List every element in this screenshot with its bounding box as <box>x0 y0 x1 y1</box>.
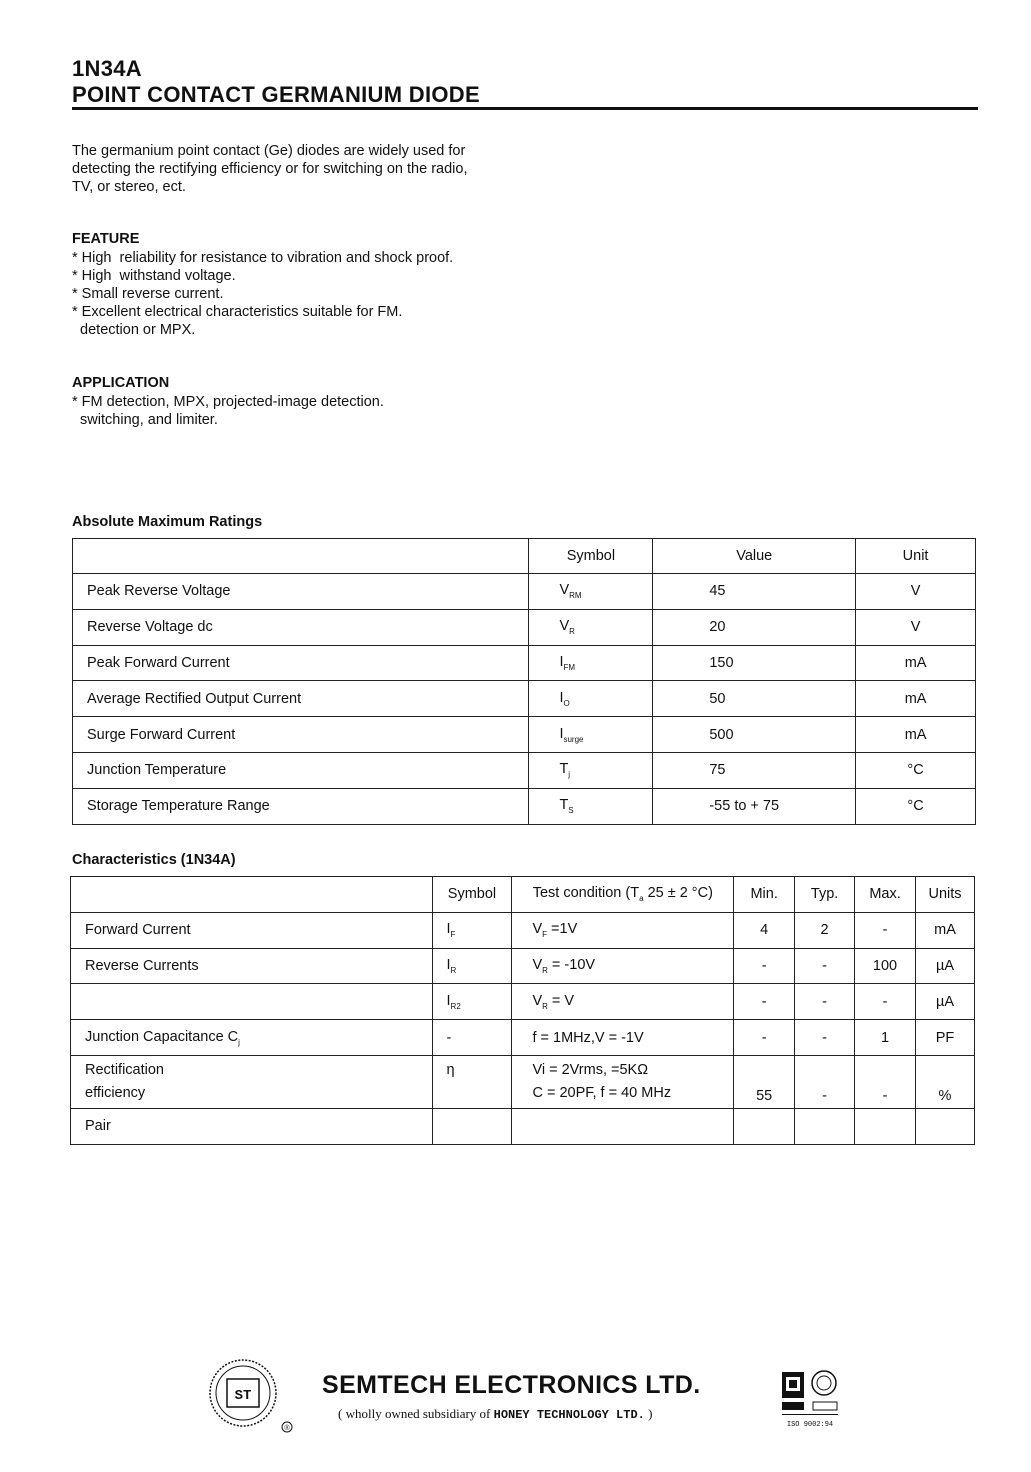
unit-cell: °C <box>856 788 976 824</box>
param-cell: Pair <box>71 1108 433 1144</box>
param-cell: Reverse Voltage dc <box>73 609 529 645</box>
value-cell: 75 <box>653 752 856 788</box>
certification-marks-icon <box>778 1368 848 1430</box>
table-row <box>71 948 975 984</box>
unit-cell: µA <box>916 948 975 984</box>
table-row <box>73 717 976 753</box>
typ-cell: - <box>795 1055 855 1108</box>
symbol-cell: $T_S$ <box>529 788 653 824</box>
svg-text:®: ® <box>284 1425 290 1432</box>
value-cell: 150 <box>653 645 856 681</box>
symbol-cell: $I_{R2}$ <box>432 984 512 1020</box>
condition-cell: f = 1MHz,V = -1V <box>512 1020 734 1056</box>
document-title: POINT CONTACT GERMANIUM DIODE <box>72 82 480 107</box>
param-cell: Storage Temperature Range <box>73 788 529 824</box>
header-cell: Test condition ($T_a$ 25 ± 2 °C) <box>512 877 734 913</box>
table-row <box>73 788 976 824</box>
unit-cell: V <box>856 609 976 645</box>
unit-cell: mA <box>856 645 976 681</box>
table-row <box>71 1020 975 1056</box>
application-item: switching, and limiter. <box>72 412 218 428</box>
param-cell: Peak Forward Current <box>73 645 529 681</box>
header-cell: Min. <box>734 877 795 913</box>
unit-cell: µA <box>916 984 975 1020</box>
table-row <box>73 609 976 645</box>
header-cell: Value <box>653 539 856 574</box>
param-cell: Average Rectified Output Current <box>73 681 529 717</box>
max-cell: - <box>855 912 916 948</box>
table-header-row <box>73 539 976 574</box>
table-row <box>71 912 975 948</box>
characteristics-table <box>70 876 975 1145</box>
value-cell: 20 <box>653 609 856 645</box>
intro-paragraph: The germanium point contact (Ge) diodes are widely used for detecting the rectifying efficiency or for switching on the radio, TV, or stereo, ect. <box>72 143 468 195</box>
table-row <box>71 1108 975 1144</box>
header-cell: Units <box>916 877 975 913</box>
feature-item: * Small reverse current. <box>72 286 224 302</box>
value-cell: -55 to + 75 <box>653 788 856 824</box>
unit-cell: mA <box>856 717 976 753</box>
unit-cell: V <box>856 574 976 610</box>
symbol-cell: $T_j$ <box>529 752 653 788</box>
feature-list <box>72 249 502 339</box>
condition-cell: Vi = 2Vrms, =5KΩ C = 20PF, f = 40 MHz <box>512 1055 734 1108</box>
symbol-cell: - <box>432 1020 512 1056</box>
param-cell: Surge Forward Current <box>73 717 529 753</box>
header-cell: Symbol <box>529 539 653 574</box>
application-list <box>72 393 502 429</box>
header-cell: Unit <box>856 539 976 574</box>
feature-heading: FEATURE <box>72 231 140 247</box>
max-cell: 1 <box>855 1020 916 1056</box>
typ-cell: 2 <box>795 912 855 948</box>
title-rule <box>72 107 978 110</box>
symbol-cell: $I_{FM}$ <box>529 645 653 681</box>
condition-cell: $V_R = V$ <box>512 984 734 1020</box>
feature-item: * Excellent electrical characteristics suitable for FM. <box>72 304 403 320</box>
unit-cell: % <box>916 1055 975 1108</box>
typ-cell: - <box>795 1020 855 1056</box>
symbol-cell: $I_R$ <box>432 948 512 984</box>
svg-text:ISO 9002:94: ISO 9002:94 <box>786 1421 834 1429</box>
characteristics-heading: Characteristics (1N34A) <box>72 852 236 868</box>
param-cell: Peak Reverse Voltage <box>73 574 529 610</box>
header-cell: Symbol <box>432 877 512 913</box>
max-cell: 100 <box>855 948 916 984</box>
min-cell: 55 <box>734 1055 795 1108</box>
min-cell: 4 <box>734 912 795 948</box>
min-cell: - <box>734 948 795 984</box>
param-cell: Forward Current <box>71 912 433 948</box>
table-row <box>73 645 976 681</box>
application-item: * FM detection, MPX, projected-image detection. <box>72 394 384 410</box>
unit-cell: PF <box>916 1020 975 1056</box>
typ-cell: - <box>795 984 855 1020</box>
table-row <box>71 1055 975 1108</box>
company-name: SEMTECH ELECTRONICS LTD. <box>322 1371 701 1399</box>
unit-cell: °C <box>856 752 976 788</box>
abs-max-table <box>72 538 976 825</box>
table-row <box>73 752 976 788</box>
symbol-cell: η <box>432 1055 512 1108</box>
value-cell: 500 <box>653 717 856 753</box>
svg-text:ST: ST <box>234 1388 252 1404</box>
typ-cell: - <box>795 948 855 984</box>
feature-item: * High withstand voltage. <box>72 268 236 284</box>
condition-cell: $V_F =1V$ <box>512 912 734 948</box>
param-cell <box>71 984 433 1020</box>
table-row <box>73 574 976 610</box>
condition-cell: $V_R = -10V$ <box>512 948 734 984</box>
table-row <box>73 681 976 717</box>
unit-cell: mA <box>856 681 976 717</box>
symbol-cell: $I_O$ <box>529 681 653 717</box>
symbol-cell: $V_{RM}$ <box>529 574 653 610</box>
max-cell: - <box>855 1055 916 1108</box>
param-cell: Rectification efficiency <box>71 1055 433 1108</box>
symbol-cell: $V_R$ <box>529 609 653 645</box>
header-cell: Max. <box>855 877 916 913</box>
application-heading: APPLICATION <box>72 375 170 391</box>
company-subtitle: ( wholly owned subsidiary of HONEY TECHNOLOGY LTD. ) <box>338 1406 653 1422</box>
min-cell: - <box>734 1020 795 1056</box>
symbol-cell: $I_{surge}$ <box>529 717 653 753</box>
unit-cell: mA <box>916 912 975 948</box>
value-cell: 45 <box>653 574 856 610</box>
max-cell: - <box>855 984 916 1020</box>
table-header-row <box>71 877 975 913</box>
header-cell <box>71 877 433 913</box>
abs-max-heading: Absolute Maximum Ratings <box>72 514 263 530</box>
min-cell: - <box>734 984 795 1020</box>
param-cell: Junction Temperature <box>73 752 529 788</box>
symbol-cell: $I_F$ <box>432 912 512 948</box>
value-cell: 50 <box>653 681 856 717</box>
header-cell <box>73 539 529 574</box>
company-logo-icon <box>205 1353 300 1438</box>
part-number: 1N34A <box>72 56 142 81</box>
feature-item: * High reliability for resistance to vibration and shock proof. <box>72 250 454 266</box>
param-cell: Reverse Currents <box>71 948 433 984</box>
param-cell: Junction Capacitance $C_j$ <box>71 1020 433 1056</box>
table-row <box>71 984 975 1020</box>
feature-item: detection or MPX. <box>72 322 196 338</box>
header-cell: Typ. <box>795 877 855 913</box>
